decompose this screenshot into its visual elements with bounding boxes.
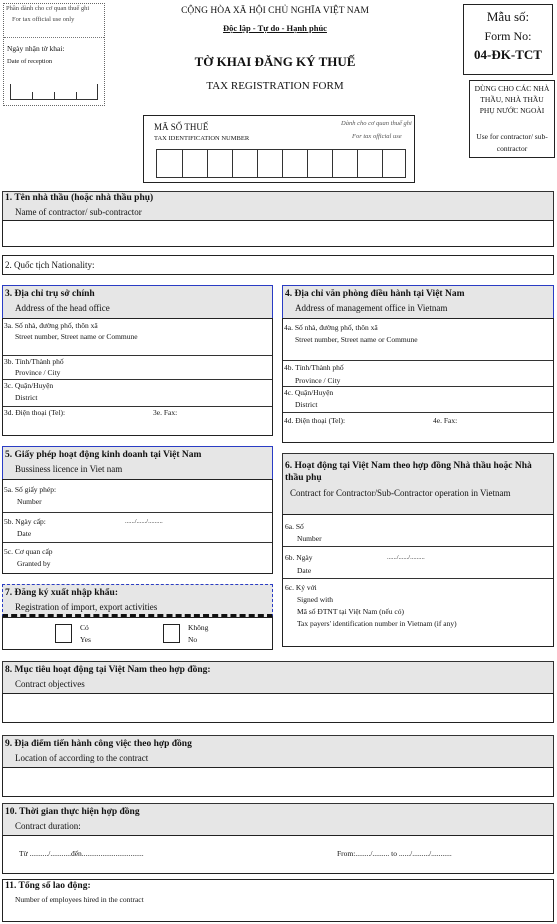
mgmt-office-fax-label: 4e. Fax:: [433, 416, 458, 425]
head-office-fax-label: 3e. Fax:: [153, 408, 178, 417]
section-9-header: [2, 735, 554, 767]
tax-id-note-1: Dành cho cơ quan thuế ghi: [341, 120, 412, 127]
stamp-top-text: Phần dành cho cơ quan thuế ghi: [6, 5, 90, 12]
date-received-field[interactable]: [10, 84, 98, 100]
section-8-title: 8. Mục tiêu hoạt động tại Việt Nam theo hợp đồng:: [5, 665, 211, 675]
usage-note-box: [469, 80, 555, 158]
contract-signed-with-label: 6c. Ký với: [285, 583, 317, 592]
section-3-header: [2, 285, 273, 318]
section-11-subtitle: Number of employees hired in the contract: [15, 895, 144, 904]
tax-id-note-2: For tax official use: [352, 133, 402, 140]
section-7-title: 7. Đăng ký xuất nhập khẩu:: [5, 588, 118, 598]
section-6-subtitle: Contract for Contractor/Sub-Contractor operation in Vietnam: [290, 488, 511, 498]
head-office-province-label-en: Province / City: [15, 368, 61, 377]
form-title-en: TAX REGISTRATION FORM: [206, 80, 344, 92]
section-9-title: 9. Địa điểm tiến hành công việc theo hợp đồng: [5, 739, 192, 749]
date-received-label-en: Date of reception: [7, 58, 53, 65]
section-6-header: [282, 453, 554, 514]
licence-date-dots[interactable]: ....../....../.........: [125, 518, 163, 525]
head-office-district-label: 3c. Quận/Huyện: [4, 381, 54, 390]
section-4-title: 4. Địa chỉ văn phòng điều hành tại Việt Nam: [285, 289, 465, 299]
tax-official-stamp-box: [3, 3, 105, 106]
form-title-vn: TỜ KHAI ĐĂNG KÝ THUẾ: [194, 54, 356, 69]
section-2-title: 2. Quốc tịch Nationality:: [5, 260, 95, 270]
duration-from-to-vn: Từ ........../...........đến.................................: [19, 849, 144, 858]
section-4-subtitle: Address of management office in Vietnam: [295, 303, 448, 313]
contract-date-label-en: Date: [297, 566, 312, 575]
mgmt-office-tel-label: 4d. Điện thoại (Tel):: [284, 416, 346, 425]
head-office-district-label-en: District: [15, 393, 38, 402]
licence-date-label-en: Date: [17, 529, 32, 538]
section-4-header: [282, 285, 554, 318]
section-9-subtitle: Location of according to the contract: [15, 753, 149, 763]
work-location-field[interactable]: [2, 767, 554, 797]
yes-label-vn: Có: [80, 623, 89, 632]
section-1-title: 1. Tên nhà thầu (hoặc nhà thầu phụ): [5, 193, 154, 203]
contract-date-label: 6b. Ngày: [285, 553, 313, 562]
tax-id-box: [143, 115, 415, 183]
licence-number-label-en: Number: [17, 497, 42, 506]
section-6-body: [282, 514, 554, 647]
no-label-en: No: [188, 635, 198, 644]
tax-id-digits-field[interactable]: [156, 149, 406, 178]
employee-count-field[interactable]: [2, 879, 554, 922]
import-export-yes-checkbox[interactable]: [55, 624, 72, 643]
no-label-vn: Không: [188, 623, 209, 632]
section-3-subtitle: Address of the head office: [15, 303, 110, 313]
country-name: CỘNG HÒA XÃ HỘI CHỦ NGHĨA VIỆT NAM: [181, 6, 369, 16]
section-10-title: 10. Thời gian thực hiện hợp đồng: [5, 807, 140, 817]
head-office-province-label: 3b. Tỉnh/Thành phố: [4, 357, 64, 366]
nationality-field[interactable]: [2, 255, 554, 275]
contract-objectives-field[interactable]: [2, 693, 554, 723]
yes-label-en: Yes: [80, 635, 91, 644]
usage-note-vn: DÙNG CHO CÁC NHÀ THẦU, NHÀ THẦU PHỤ NƯỚC NGOÀI: [474, 84, 550, 115]
partner-tax-id-label-en: Tax payers' identification number in Vietnam (if any): [297, 619, 457, 628]
licence-date-label: 5b. Ngày cấp:: [4, 517, 46, 526]
section-4-body: [282, 318, 554, 443]
head-office-street-label: 3a. Số nhà, đường phố, thôn xã: [4, 321, 98, 330]
form-no-label-en: Form No:: [484, 29, 532, 43]
section-11-title: 11. Tổng số lao động:: [5, 881, 91, 891]
usage-note-en: Use for contractor/ sub-contractor: [476, 132, 548, 153]
section-8-subtitle: Contract objectives: [15, 679, 85, 689]
tax-id-label-vn: MÃ SỐ THUẾ: [154, 122, 209, 132]
stamp-sub-text: For tax official use only: [12, 16, 75, 23]
licence-number-label: 5a. Số giấy phép:: [4, 485, 57, 494]
mgmt-office-district-label: 4c. Quận/Huyện: [284, 388, 334, 397]
section-5-title: 5. Giấy phép hoạt động kinh doanh tại Việt Nam: [5, 450, 202, 460]
head-office-street-label-en: Street number, Street name or Commune: [15, 332, 138, 341]
date-received-label: Ngày nhận tờ khai:: [7, 44, 65, 53]
head-office-tel-label: 3d. Điện thoại (Tel):: [4, 408, 66, 417]
section-10-header: [2, 803, 554, 835]
licence-issuer-label: 5c. Cơ quan cấp: [4, 547, 53, 556]
section-5-body: [2, 479, 273, 574]
section-1-header: [2, 191, 554, 220]
partner-tax-id-label: Mã số ĐTNT tại Việt Nam (nếu có): [297, 607, 404, 616]
mgmt-office-street-label: 4a. Số nhà, đường phố, thôn xã: [284, 323, 378, 332]
contract-signed-with-label-en: Signed with: [297, 595, 334, 604]
section-3-body: [2, 318, 273, 436]
contract-number-label: 6a. Số: [285, 522, 304, 531]
section-5-subtitle: Bussiness licence in Viet nam: [15, 464, 123, 474]
section-7-body: [2, 617, 273, 650]
section-3-title: 3. Địa chỉ trụ sở chính: [5, 289, 95, 299]
form-number-box: [463, 4, 553, 75]
mgmt-office-province-label: 4b. Tỉnh/Thành phố: [284, 363, 344, 372]
section-7-header: [2, 584, 273, 617]
section-8-header: [2, 661, 554, 693]
contract-duration-field[interactable]: [2, 835, 554, 874]
national-motto: Độc lập - Tự do - Hạnh phúc: [223, 23, 327, 33]
section-7-subtitle: Registration of import, export activities: [15, 602, 158, 612]
form-no-code: 04-ĐK-TCT: [474, 47, 542, 62]
section-5-header: [2, 446, 273, 479]
import-export-no-checkbox[interactable]: [163, 624, 180, 643]
mgmt-office-province-label-en: Province / City: [295, 376, 341, 385]
form-no-label-vn: Mẫu số:: [486, 9, 530, 24]
tax-id-label-en: TAX IDENTIFICATION NUMBER: [154, 135, 250, 142]
duration-from-to-en: From:......../......... to ....../........./...........: [337, 849, 452, 858]
contract-date-dots[interactable]: ....../....../.........: [387, 554, 425, 561]
mgmt-office-street-label-en: Street number, Street name or Commune: [295, 335, 418, 344]
contract-number-label-en: Number: [297, 534, 322, 543]
mgmt-office-district-label-en: District: [295, 400, 318, 409]
section-6-title: 6. Hoạt động tại Việt Nam theo hợp đồng Nhà thầu hoặc Nhà thầu phụ: [285, 461, 532, 483]
contractor-name-field[interactable]: [2, 220, 554, 247]
licence-issuer-label-en: Granted by: [17, 559, 51, 568]
section-10-subtitle: Contract duration:: [15, 821, 81, 831]
section-1-subtitle: Name of contractor/ sub-contractor: [15, 207, 142, 217]
